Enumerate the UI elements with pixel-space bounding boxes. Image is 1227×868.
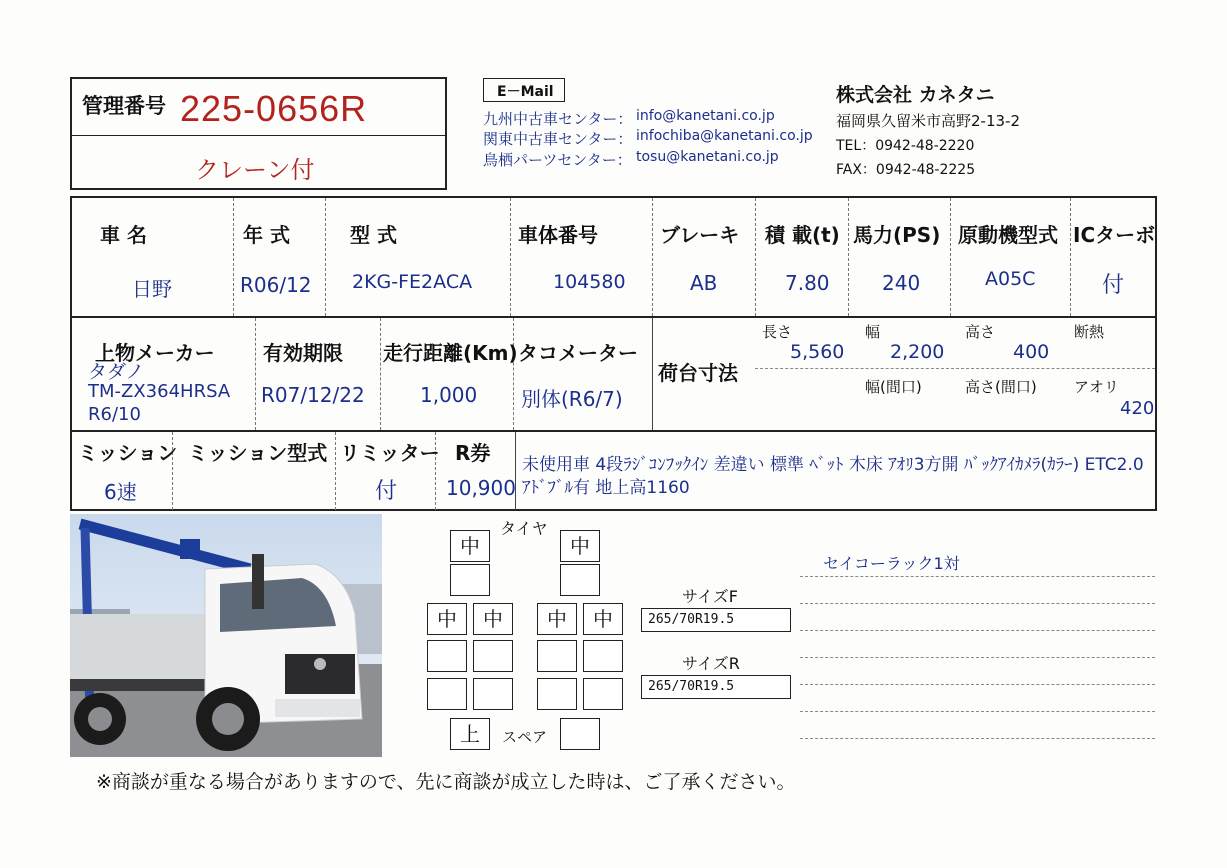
- value-height: 400: [1013, 341, 1050, 363]
- email-center-1: 関東中古車センター：: [483, 130, 633, 148]
- label-payload: 積 載(t): [765, 223, 840, 247]
- value-aori: 420: [1120, 398, 1155, 419]
- value-model-type: 2KG-FE2ACA: [352, 271, 473, 293]
- label-chassis-number: 車体番号: [518, 223, 598, 247]
- tire-blank-r8: [583, 678, 623, 710]
- management-number: 225-0656R: [180, 88, 368, 129]
- value-r-ticket: 10,900: [446, 476, 516, 500]
- label-aori: アオリ: [1074, 378, 1119, 396]
- tire-rear-left-inner: 中: [473, 603, 513, 635]
- size-f-label: サイズF: [682, 587, 738, 606]
- tire-blank-r7: [537, 678, 577, 710]
- label-vehicle-name: 車 名: [100, 223, 147, 247]
- company-tel: TEL：0942-48-2220: [836, 138, 975, 154]
- size-r-label: サイズR: [682, 654, 740, 673]
- tire-blank-r3: [537, 640, 577, 672]
- value-body-maker: タダノ: [88, 361, 145, 383]
- label-engine-model: 原動機型式: [958, 223, 1058, 247]
- label-brake: ブレーキ: [660, 223, 740, 247]
- value-horsepower: 240: [882, 271, 921, 295]
- value-body-year: R6/10: [88, 404, 141, 425]
- tire-blank-r4: [583, 640, 623, 672]
- label-limiter: リミッター: [340, 441, 440, 465]
- management-label: 管理番号: [82, 94, 166, 118]
- label-ic-turbo: ICターボ: [1073, 223, 1156, 247]
- label-horsepower: 馬力(PS): [853, 223, 941, 247]
- tire-rear-right-outer: 中: [583, 603, 623, 635]
- tire-rear-left-outer: 中: [427, 603, 467, 635]
- email-center-2: 鳥栖パーツセンター：: [483, 151, 632, 169]
- tire-blank-r5: [427, 678, 467, 710]
- tire-front-right-blank: [560, 564, 600, 596]
- value-length: 5,560: [790, 341, 845, 363]
- value-brake: AB: [690, 271, 718, 295]
- value-chassis-number: 104580: [553, 271, 626, 293]
- size-f-value: 265/70R19.5: [641, 608, 791, 632]
- label-transmission-type: ミッション型式: [188, 441, 328, 465]
- tire-title: タイヤ: [500, 519, 548, 538]
- label-r-ticket: R券: [455, 441, 491, 465]
- tire-spare-blank: [560, 718, 600, 750]
- label-insulation: 断熱: [1074, 323, 1105, 341]
- label-height-opening: 高さ(間口): [965, 378, 1037, 396]
- extra-note: セイコーラック1対: [823, 554, 960, 573]
- label-body-maker: 上物メーカー: [95, 341, 215, 365]
- size-r-value: 265/70R19.5: [641, 675, 791, 699]
- value-limiter: 付: [375, 479, 398, 504]
- value-width: 2,200: [890, 341, 945, 363]
- email-address-2[interactable]: tosu@kanetani.co.jp: [636, 149, 779, 165]
- tire-blank-r1: [427, 640, 467, 672]
- label-expiry: 有効期限: [263, 341, 343, 365]
- company-name: 株式会社 カネタニ: [836, 84, 995, 106]
- email-title: E－Mail: [497, 84, 554, 100]
- value-model-year: R06/12: [240, 273, 312, 297]
- value-body-model: TM-ZX364HRSA: [88, 381, 231, 402]
- tire-blank-r2: [473, 640, 513, 672]
- footer-notice: ※商談が重なる場合がありますので、先に商談が成立した時は、ご了承ください。: [96, 771, 796, 793]
- label-transmission: ミッション: [78, 441, 178, 465]
- tire-spare: 上: [450, 718, 490, 750]
- label-tachometer: タコメーター: [518, 341, 638, 365]
- notes-text: 未使用車 4段ﾗｼﾞｺﾝﾌｯｸｲﾝ 差違い 標準 ﾍﾞｯﾄ 木床 ｱｵﾘ3方開 ﾊﾞｯｸｱｲｶﾒﾗ(ｶﾗｰ) ETC2.0 ｱﾄﾞﾌﾞﾙ有 地上高1160: [522, 455, 1144, 498]
- value-payload: 7.80: [785, 271, 830, 295]
- label-width-opening: 幅(間口): [865, 378, 922, 396]
- company-fax: FAX：0942-48-2225: [836, 162, 976, 178]
- label-mileage: 走行距離(Km): [383, 341, 518, 365]
- tire-rear-right-inner: 中: [537, 603, 577, 635]
- value-tachometer: 別体(R6/7): [521, 387, 623, 411]
- truck-photo: [70, 514, 382, 757]
- label-width: 幅: [865, 323, 881, 341]
- label-cargo-dimensions: 荷台寸法: [658, 361, 738, 385]
- value-transmission: 6速: [104, 480, 137, 504]
- spare-label: スペア: [502, 728, 548, 746]
- value-ic-turbo: 付: [1102, 273, 1125, 298]
- subtitle-crane: クレーン付: [195, 156, 315, 184]
- value-engine-model: A05C: [985, 268, 1036, 290]
- company-address: 福岡県久留米市高野2-13-2: [836, 112, 1020, 130]
- tire-front-right: 中: [560, 530, 600, 562]
- label-height: 高さ: [965, 323, 996, 341]
- email-center-0: 九州中古車センター：: [483, 110, 633, 128]
- email-address-1[interactable]: infochiba@kanetani.co.jp: [636, 128, 813, 144]
- email-address-0[interactable]: info@kanetani.co.jp: [636, 108, 775, 124]
- label-model-type: 型 式: [350, 223, 397, 247]
- label-model-year: 年 式: [243, 223, 290, 247]
- value-vehicle-name: 日野: [132, 277, 172, 301]
- value-expiry: R07/12/22: [261, 383, 365, 407]
- tire-front-left-blank: [450, 564, 490, 596]
- value-mileage: 1,000: [420, 383, 478, 407]
- label-length: 長さ: [762, 323, 793, 341]
- tire-front-left: 中: [450, 530, 490, 562]
- tire-blank-r6: [473, 678, 513, 710]
